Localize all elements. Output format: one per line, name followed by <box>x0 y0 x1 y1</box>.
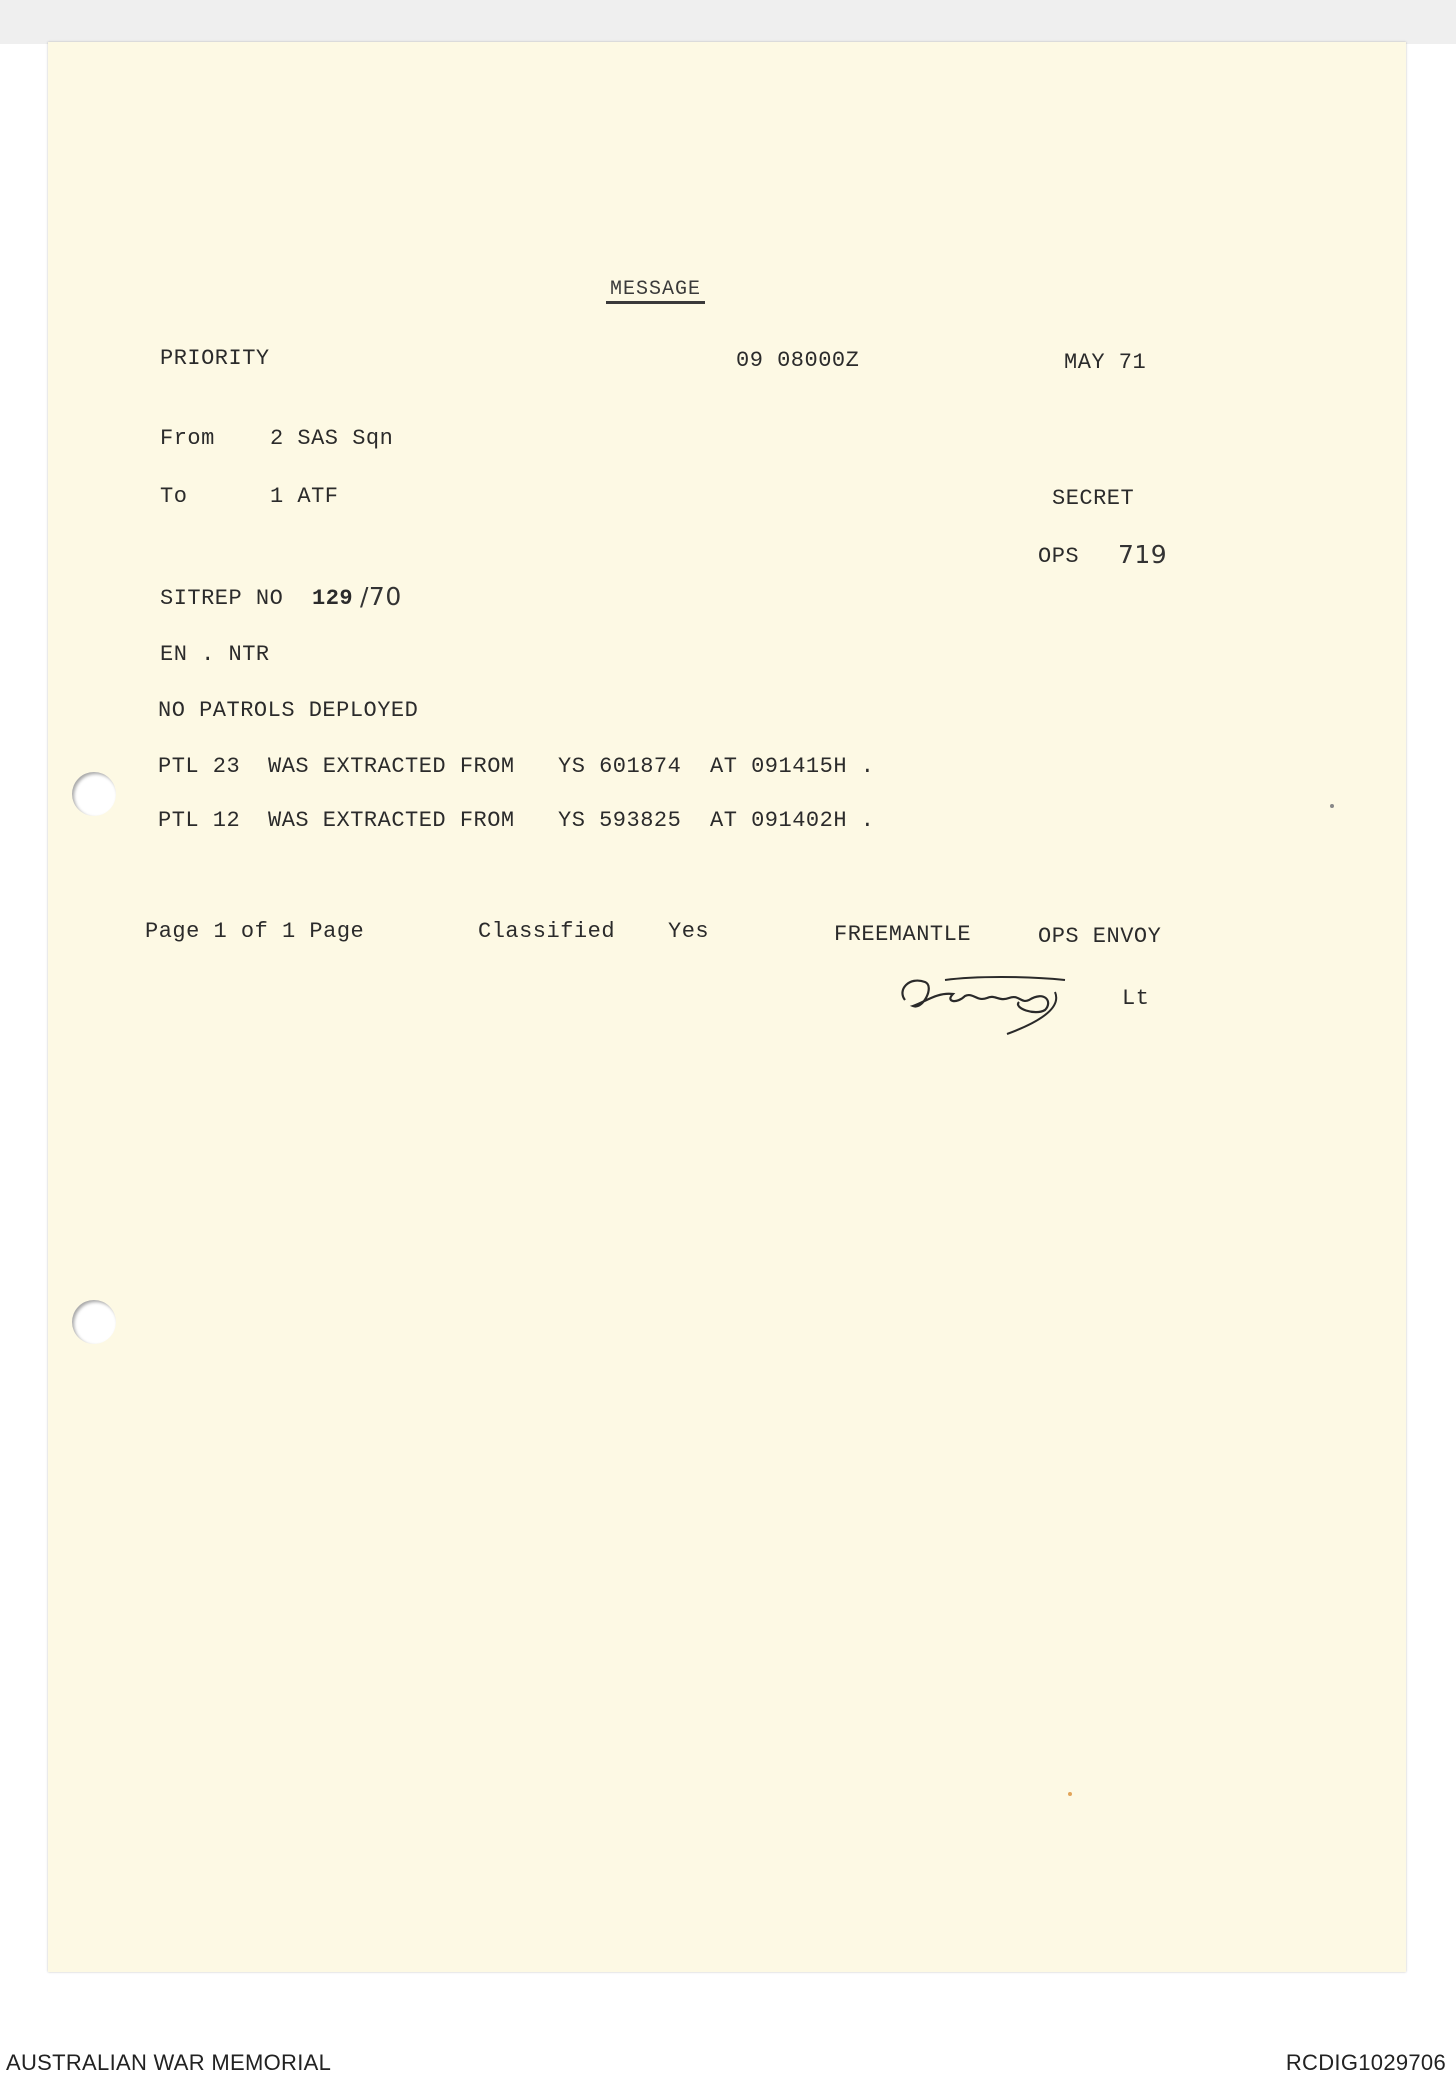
punch-hole <box>72 1300 116 1344</box>
paper-speck <box>1330 804 1334 808</box>
ops-number: 719 <box>1118 540 1168 569</box>
signatory-name: FREEMANTLE <box>834 922 972 947</box>
extraction-time: AT 091415H . <box>710 754 875 779</box>
page-info: Page 1 of 1 Page <box>145 919 365 944</box>
sitrep-suffix: /70 <box>360 582 402 611</box>
enemy-line: EN . NTR <box>160 642 270 667</box>
paper-speck <box>1068 1792 1072 1796</box>
date-time-group: 09 08000Z <box>736 348 860 373</box>
handwritten-signature <box>895 962 1085 1042</box>
appointment: OPS ENVOY <box>1038 924 1162 949</box>
footer-identifier: RCDIG1029706 <box>1285 2050 1446 2075</box>
month-year: MAY 71 <box>1064 350 1147 375</box>
extraction-patrol: PTL 12 <box>158 808 241 833</box>
to-value: 1 ATF <box>270 484 339 509</box>
sitrep-label: SITREP NO <box>160 586 284 611</box>
priority-label: PRIORITY <box>160 346 270 371</box>
patrols-line: NO PATROLS DEPLOYED <box>158 698 419 723</box>
footer-credit: AUSTRALIAN WAR MEMORIAL <box>6 2050 332 2075</box>
ops-label: OPS <box>1038 544 1080 569</box>
document-page <box>48 42 1406 1972</box>
from-value: 2 SAS Sqn <box>270 426 394 451</box>
extraction-time: AT 091402H . <box>710 808 875 833</box>
classification-marking: SECRET <box>1052 486 1135 511</box>
sitrep-number: 129 <box>312 586 354 611</box>
extraction-grid: YS 593825 <box>558 808 682 833</box>
message-heading: MESSAGE <box>606 280 705 304</box>
extraction-text: WAS EXTRACTED FROM <box>268 808 515 833</box>
from-label: From <box>160 426 215 451</box>
extraction-patrol: PTL 23 <box>158 754 241 779</box>
scan-top-strip <box>0 0 1456 44</box>
rank: Lt <box>1122 986 1150 1011</box>
classified-value: Yes <box>668 919 710 944</box>
punch-hole <box>72 772 116 816</box>
to-label: To <box>160 484 188 509</box>
classified-label: Classified <box>478 919 616 944</box>
extraction-text: WAS EXTRACTED FROM <box>268 754 515 779</box>
extraction-grid: YS 601874 <box>558 754 682 779</box>
